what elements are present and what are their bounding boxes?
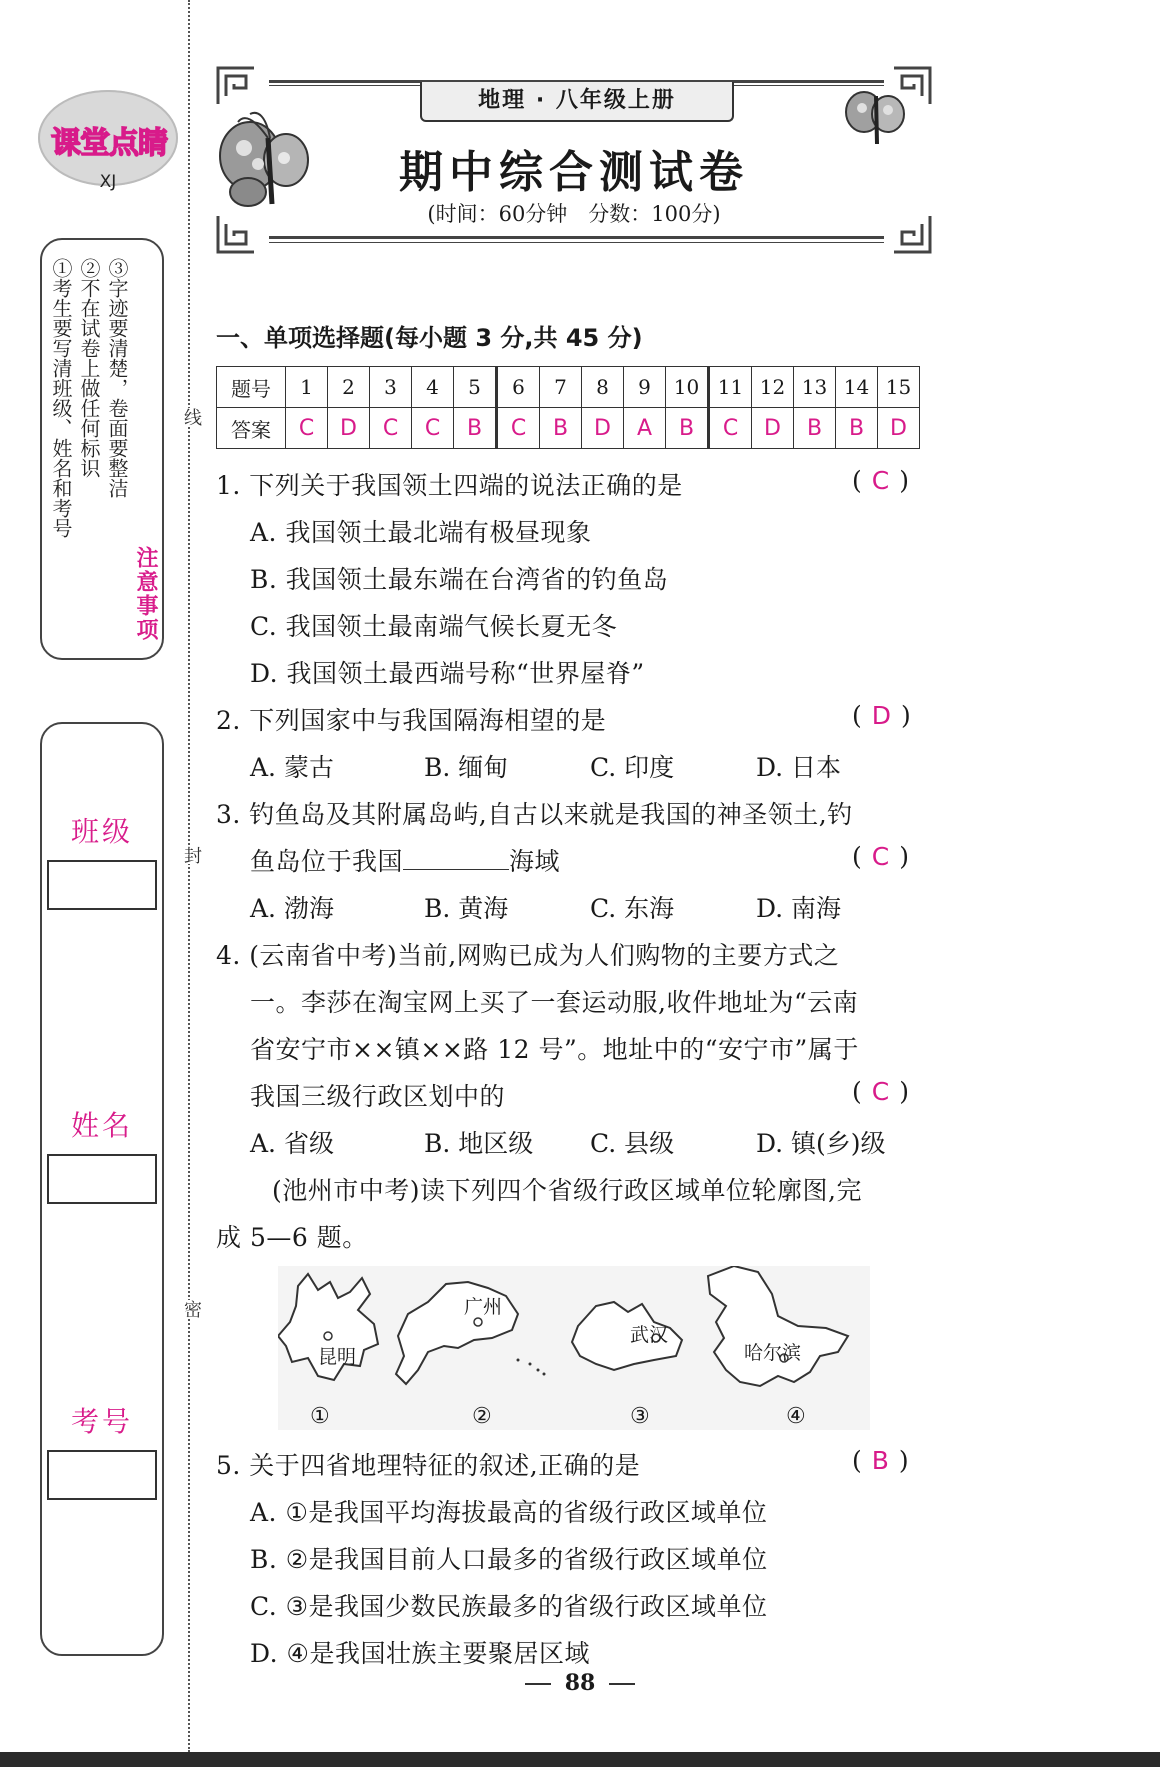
- question-1-option-d: D. 我国领土最西端号称“世界屋脊”: [250, 659, 645, 688]
- question-4-option-b: B. 地区级: [424, 1129, 534, 1158]
- table-cell-number: 15: [878, 367, 920, 408]
- table-cell-answer: D: [752, 408, 794, 449]
- table-cell-answer: B: [836, 408, 878, 449]
- table-cell-answer: C: [497, 408, 540, 449]
- question-4-answer: ( C ): [852, 1077, 909, 1106]
- table-cell-answer: B: [454, 408, 497, 449]
- question-4-stem-line-2: 一。李莎在淘宝网上买了一套运动服,收件地址为“云南: [250, 988, 859, 1017]
- notice-item-3: ③字迹要清楚，卷面要整洁: [105, 258, 129, 498]
- question-4-stem-line-4: 我国三级行政区划中的: [250, 1082, 506, 1111]
- table-cell-answer: D: [328, 408, 370, 449]
- map-label-1: ①: [310, 1404, 330, 1429]
- name-field[interactable]: [47, 1154, 157, 1204]
- map-label-4: ④: [786, 1404, 806, 1429]
- left-margin: [0, 0, 195, 1767]
- table-header-answer: 答案: [217, 408, 286, 449]
- class-field[interactable]: [47, 860, 157, 910]
- map-city-guangzhou: 广州: [464, 1296, 503, 1318]
- table-cell-number: 2: [328, 367, 370, 408]
- table-cell-number: 8: [582, 367, 624, 408]
- table-cell-number: 5: [454, 367, 497, 408]
- map-city-harbin: 哈尔滨: [744, 1342, 802, 1364]
- province-outlines-icon: [278, 1266, 870, 1406]
- exam-number-field[interactable]: [47, 1450, 157, 1500]
- table-cell-answer: C: [370, 408, 412, 449]
- question-1-option-a: A. 我国领土最北端有极昼现象: [250, 518, 592, 547]
- question-2-answer: ( D ): [852, 701, 911, 730]
- logo-edition: XJ: [99, 172, 117, 192]
- answer-table-answer-row: [217, 408, 920, 449]
- question-5-option-d: D. ④是我国壮族主要聚居区域: [250, 1639, 590, 1668]
- table-cell-number: 7: [540, 367, 582, 408]
- question-2-option-b: B. 缅甸: [424, 753, 509, 782]
- table-cell-number: 11: [709, 367, 752, 408]
- table-header-number: 题号: [217, 367, 286, 408]
- answer-letter: B: [871, 1446, 889, 1475]
- exam-number-label: 考号: [70, 1405, 133, 1438]
- cut-line: [188, 0, 190, 1752]
- student-info-box: [40, 722, 164, 1656]
- table-cell-number: 10: [666, 367, 709, 408]
- question-3-option-d: D. 南海: [756, 894, 842, 923]
- name-label: 姓名: [70, 1109, 133, 1142]
- notice-item-2: ②不在试卷上做任何标识: [77, 258, 101, 478]
- question-1-option-c: C. 我国领土最南端气候长夏无冬: [250, 612, 618, 641]
- table-cell-answer: A: [624, 408, 666, 449]
- table-cell-number: 14: [836, 367, 878, 408]
- answer-table: [216, 366, 920, 449]
- notice-title: 注意事项: [133, 546, 158, 642]
- question-1-answer: ( C ): [852, 466, 909, 495]
- table-cell-answer: C: [412, 408, 454, 449]
- question-3-stem-line-1: 3. 钓鱼岛及其附属岛屿,自古以来就是我国的神圣领土,钓: [216, 800, 853, 829]
- table-cell-answer: D: [582, 408, 624, 449]
- cut-mark-seal: 封: [178, 846, 204, 864]
- table-cell-number: 9: [624, 367, 666, 408]
- exam-time-score: (时间：60分钟 分数：100分): [427, 202, 721, 226]
- table-cell-answer: B: [666, 408, 709, 449]
- answer-letter: D: [871, 701, 892, 730]
- notice-box: [40, 238, 164, 660]
- subject-tab: 地理 · 八年级上册: [420, 82, 734, 122]
- page-number-value: 88: [564, 1670, 596, 1696]
- question-2-stem: 2. 下列国家中与我国隔海相望的是: [216, 706, 607, 735]
- table-cell-answer: B: [794, 408, 836, 449]
- province-outline-maps: [278, 1266, 870, 1430]
- class-label: 班级: [70, 815, 133, 848]
- question-2-option-d: D. 日本: [756, 753, 842, 782]
- page-number: [0, 1670, 1160, 1696]
- page-number-dash: [525, 1683, 551, 1685]
- cut-mark-secret: 密: [178, 1300, 204, 1318]
- question-1-stem: 1. 下列关于我国领土四端的说法正确的是: [216, 471, 683, 500]
- question-4-option-a: A. 省级: [250, 1129, 334, 1158]
- map-city-kunming: 昆明: [318, 1346, 357, 1368]
- logo-text: 课堂点睛: [51, 126, 167, 161]
- series-logo: [38, 90, 178, 190]
- corner-ornament-icon: [216, 66, 256, 106]
- exam-title: 期中综合测试卷: [399, 147, 749, 198]
- header-rule-bottom: [269, 236, 884, 239]
- map-city-wuhan: 武汉: [630, 1324, 669, 1346]
- table-cell-number: 4: [412, 367, 454, 408]
- question-3-stem-part-2: 海域: [509, 847, 561, 876]
- table-cell-answer: D: [878, 408, 920, 449]
- map-label-3: ③: [630, 1404, 650, 1429]
- notice-item-1: ①考生要写清班级、姓名和考号: [49, 258, 73, 538]
- table-cell-number: 1: [286, 367, 328, 408]
- question-4-option-d: D. 镇(乡)级: [756, 1129, 886, 1158]
- table-cell-number: 3: [370, 367, 412, 408]
- table-cell-answer: C: [286, 408, 328, 449]
- header-rule-bottom-thin: [269, 242, 884, 243]
- fill-blank: [403, 847, 509, 870]
- page-number-dash: [609, 1683, 635, 1685]
- question-2-option-a: A. 蒙古: [250, 753, 334, 782]
- table-cell-answer: C: [709, 408, 752, 449]
- section-title: 一、单项选择题(每小题 3 分,共 45 分): [216, 324, 643, 352]
- bottom-edge: [0, 1752, 1160, 1767]
- map-label-2: ②: [472, 1404, 492, 1429]
- question-3-option-c: C. 东海: [590, 894, 675, 923]
- question-5-stem: 5. 关于四省地理特征的叙述,正确的是: [216, 1451, 641, 1480]
- question-group-intro-line-2: 成 5—6 题。: [216, 1223, 368, 1252]
- question-3-answer: ( C ): [852, 842, 909, 871]
- question-5-option-a: A. ①是我国平均海拔最高的省级行政区域单位: [250, 1498, 768, 1527]
- table-cell-answer: B: [540, 408, 582, 449]
- question-4-option-c: C. 县级: [590, 1129, 675, 1158]
- question-5-option-b: B. ②是我国目前人口最多的省级行政区域单位: [250, 1545, 768, 1574]
- answer-letter: C: [871, 842, 890, 871]
- question-5-option-c: C. ③是我国少数民族最多的省级行政区域单位: [250, 1592, 768, 1621]
- exam-header: [214, 64, 934, 256]
- question-group-intro-line-1: (池州市中考)读下列四个省级行政区域单位轮廓图,完: [272, 1176, 862, 1205]
- cut-mark-line: 线: [178, 408, 204, 426]
- table-cell-number: 13: [794, 367, 836, 408]
- question-3-stem-part-1: 鱼岛位于我国: [250, 847, 404, 876]
- answer-letter: C: [871, 1077, 890, 1106]
- question-1-option-b: B. 我国领土最东端在台湾省的钓鱼岛: [250, 565, 669, 594]
- answer-letter: C: [871, 466, 890, 495]
- question-3-option-a: A. 渤海: [250, 894, 334, 923]
- question-3-option-b: B. 黄海: [424, 894, 509, 923]
- table-cell-number: 12: [752, 367, 794, 408]
- question-3-stem-line-2: [250, 842, 560, 878]
- question-4-stem-line-3: 省安宁市××镇××路 12 号”。地址中的“安宁市”属于: [250, 1035, 859, 1064]
- question-4-stem-line-1: 4. (云南省中考)当前,网购已成为人们购物的主要方式之: [216, 941, 840, 970]
- question-5-answer: ( B ): [852, 1446, 909, 1475]
- table-cell-number: 6: [497, 367, 540, 408]
- answer-table-number-row: [217, 367, 920, 408]
- question-2-option-c: C. 印度: [590, 753, 675, 782]
